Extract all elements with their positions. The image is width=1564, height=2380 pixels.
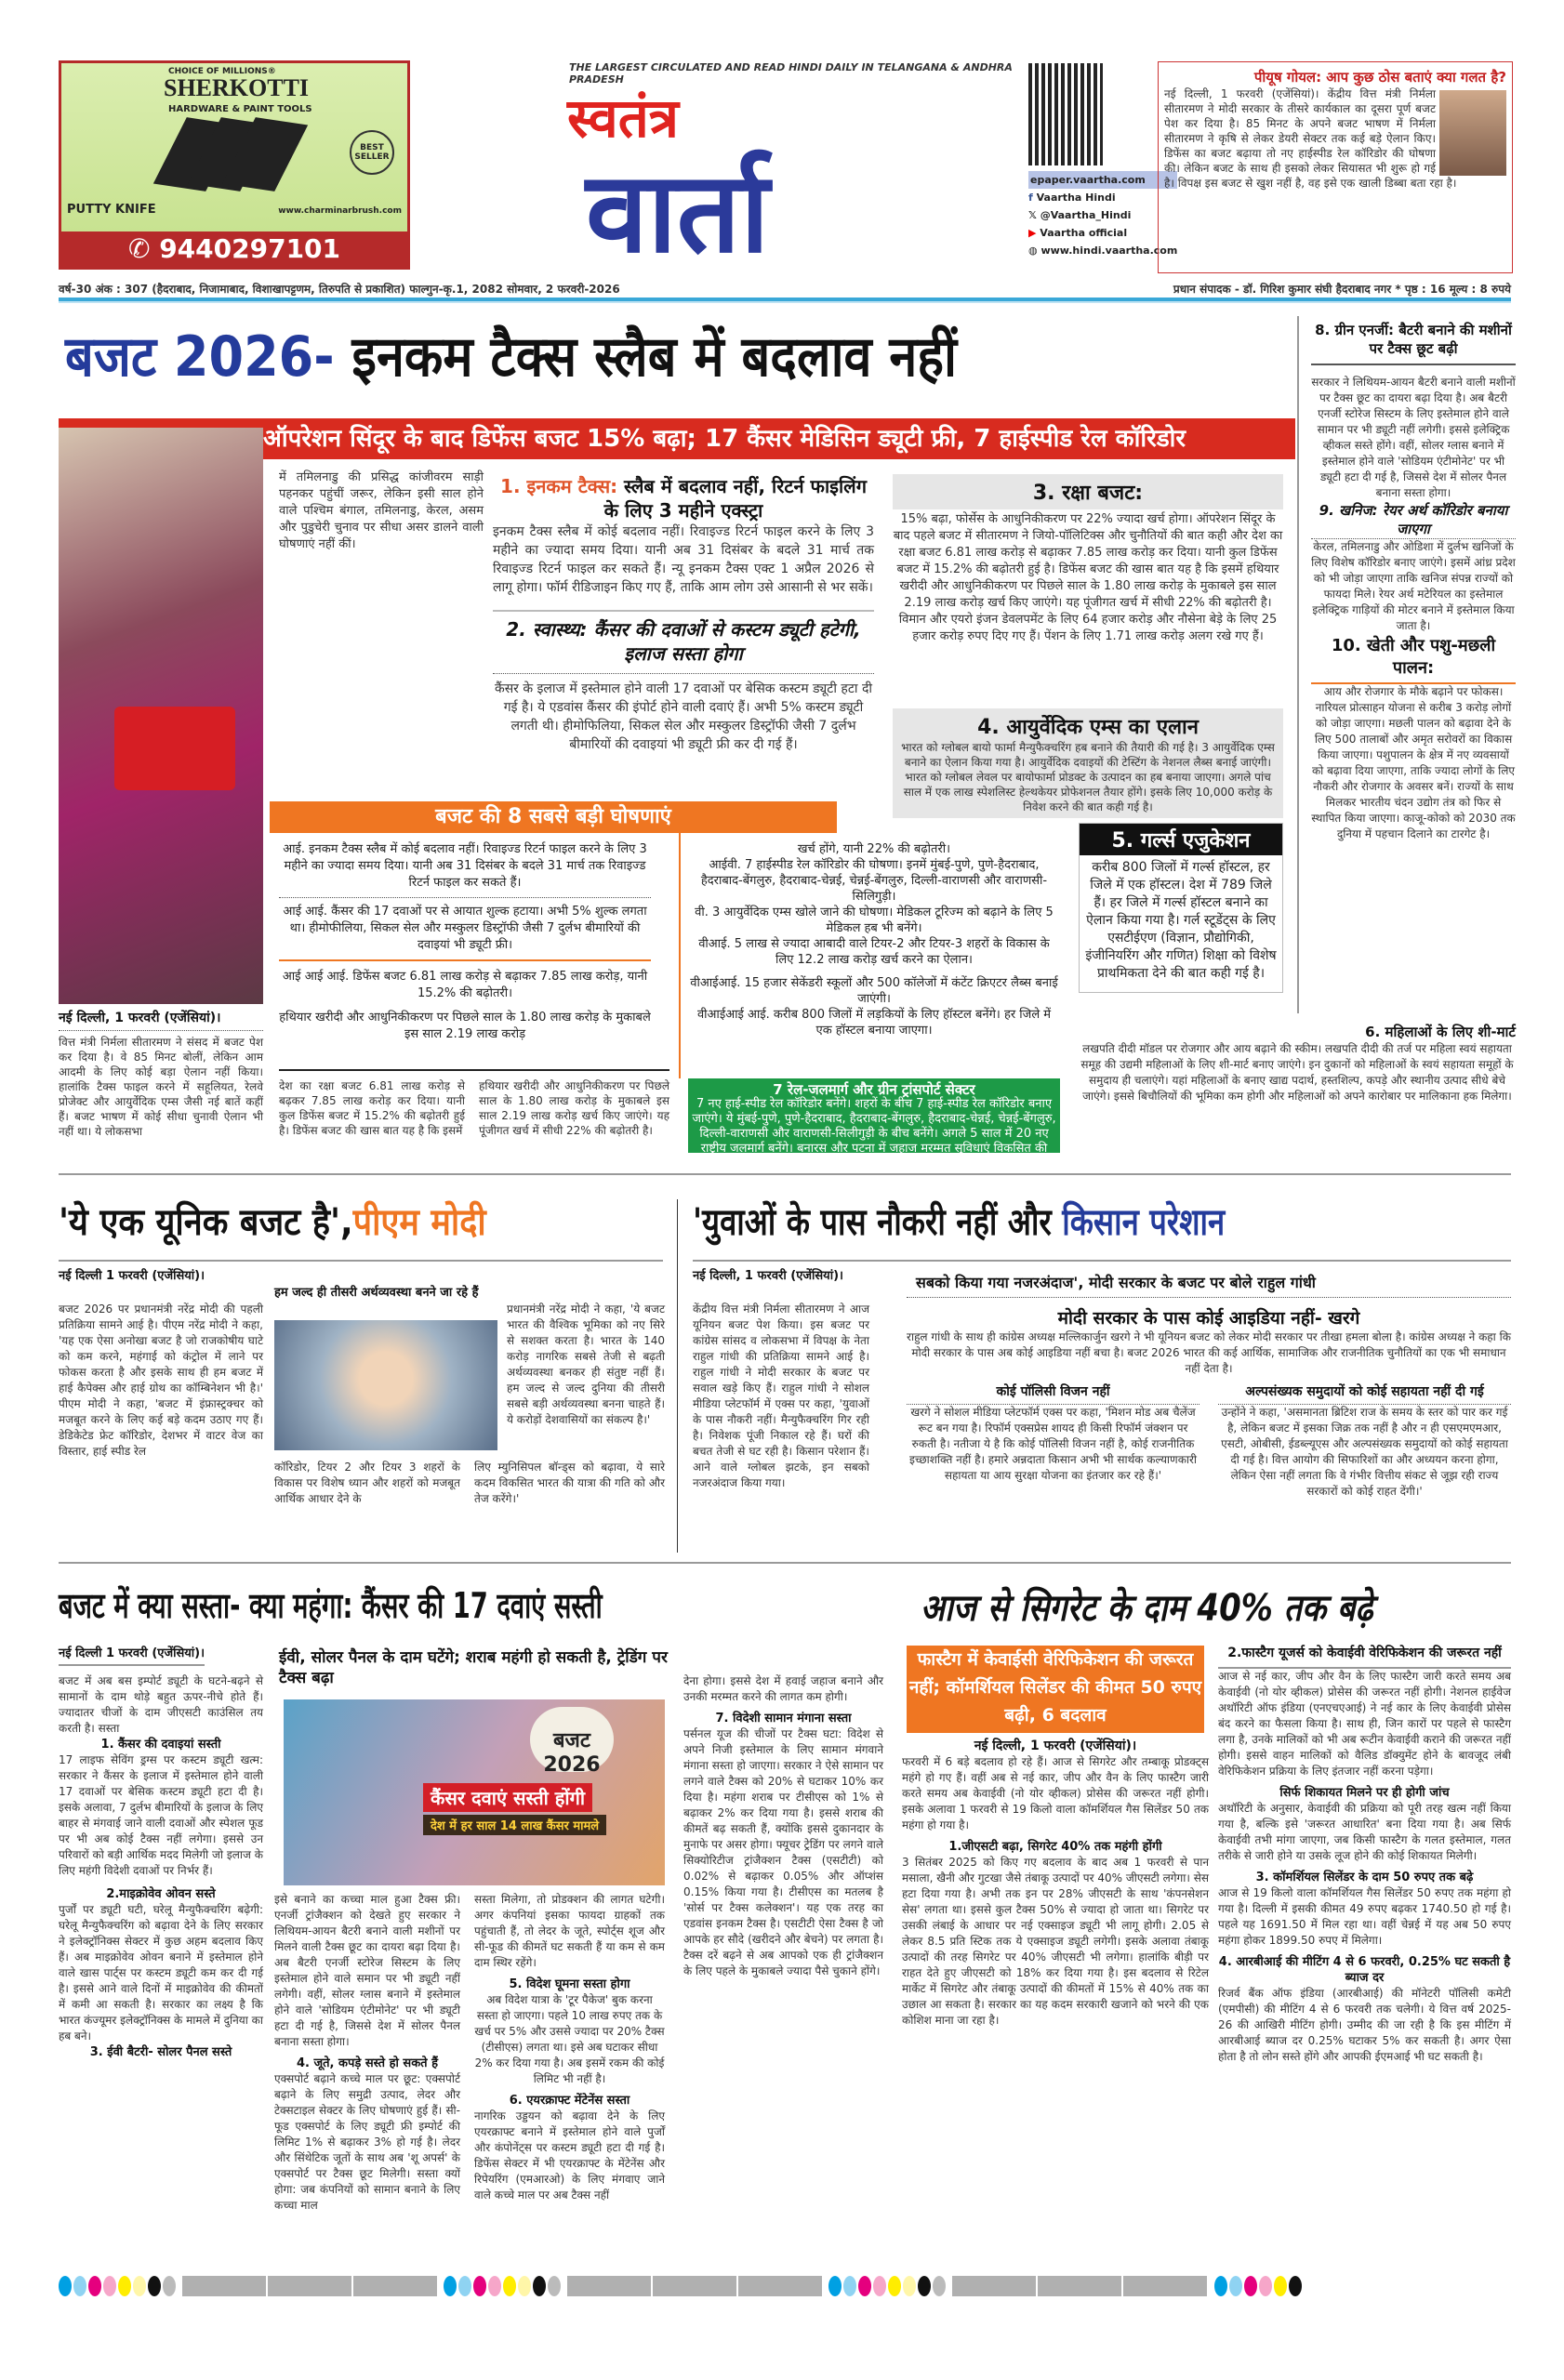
top8-item: वीआईआई आई. करीब 800 जिलों में लड़कियों के लिए हॉस्टल बनेंगे। हर जिले में एक हॉस्टल बनाया जाएगा। xyxy=(696,1008,1052,1038)
ad-brand: SHERKOTTI xyxy=(164,74,310,101)
top8-item: हथियार खरीदी और आधुनिकीकरण पर पिछले साल के 1.80 लाख करोड़ के मुकाबले इस साल 2.19 लाख करोड़ xyxy=(279,1011,651,1041)
fastag-story xyxy=(1218,1646,1511,2065)
divider xyxy=(59,1260,663,1262)
top8-item: आई आई. कैंसर की 17 दवाओं पर से आयात शुल्क हटाया। अभी 5% शुल्क लगता था। हीमोफीलिया, सिकल सेल और मस्कुलर डिस्ट्रॉफी जैसी 7 दुर्लभ बीमारियों की दवाइयां भी ड्यूटी फ्री। xyxy=(279,904,651,961)
top8-item: आईवी. 7 हाईस्पीड रेल कॉरिडोर की घोषणा। इनमें मुंबई-पुणे, पुणे-हैदराबाद, हैदराबाद-बेंगलुरु, हैदराबाद-चेन्नई, चेन्नई-बेंगलुरु, दिल्ली-वाराणसी और वाराणसी-सिलिगुड़ी। xyxy=(700,858,1048,904)
cheap-column-3 xyxy=(474,1892,665,2203)
story-body: नई दिल्ली, 1 फरवरी (एजेंसियां)। केंद्रीय वित्त मंत्री निर्मला सीतारमण ने मोदी सरकार के तीसरे कार्यकाल का दूसरा पूर्ण बजट पेश कर दिया है। 85 मिनट के अपने बजट भाषण में निर्मला सीतारमण ने कृषि से लेकर डेयरी सेक्टर तक कई बड़े ऐलान किए। डिफेंस का बजट बढ़ाया तो नए हाईस्पीड रेल कॉरिडोर की घोषणा की। लेकिन बजट के साथ ही इसको लेकर सियासत भी शुरू हो गई है। विपक्ष इस बजट से खुश नहीं है, वह इसे एक खाली डिब्बा बता रहा है। xyxy=(1164,87,1457,190)
banner-subtext: देश में हर साल 14 लाख कैंसर मामले xyxy=(423,1815,606,1835)
epaper-link[interactable]: epaper.vaartha.com xyxy=(1028,171,1177,189)
section-she-mart xyxy=(1079,1023,1516,1104)
fastag-cylinder-box: फास्टैग में केवाईसी वेरिफिकेशन की जरूरत नहीं; कॉमर्शियल सिलेंडर की कीमत 50 रुपए बढ़ी, 6 बदलाव xyxy=(907,1646,1204,1733)
subhead: 4. जूते, कपड़े सस्ते हो सकते हैं xyxy=(296,2056,439,2070)
top8-title: बजट की 8 सबसे बड़ी घोषणाएं xyxy=(270,801,837,833)
section-title: 4. आयुर्वेदिक एम्स का एलान xyxy=(977,716,1199,739)
section-divider xyxy=(59,1562,1511,1564)
story-body: लिए म्युनिसिपल बॉन्ड्स को बढ़ावा, ये सारे कदम विकसित भारत की यात्रा की गति को और तेज करेंगे।' xyxy=(474,1461,665,1505)
pm-modi-photo xyxy=(274,1320,497,1450)
subhead: 5. विदेश घूमना सस्ता होगा xyxy=(509,1977,630,1991)
column-divider xyxy=(677,1199,678,1553)
dateline: नई दिल्ली, 1 फरवरी (एजेंसियां)। xyxy=(59,1011,221,1025)
dateline: नई दिल्ली 1 फरवरी (एजेंसियां)। xyxy=(59,1644,205,1666)
section-defence xyxy=(893,474,1283,509)
story-body: पर्सनल यूज की चीजों पर टैक्स घटा: विदेश से अपने निजी इस्तेमाल के लिए सामान मंगवाने मंगाना सस्ता हो जाएगा। सरकार ने ऐसे सामान पर लगने वाले टैक्स को 20% से घटाकर 10% कर दिया है। महंगा शराब पर टीसीएस को 1% से बढ़ाकर 2% कर दिया गया है। इससे शराब की कीमतें बढ़ सकती हैं, क्योंकि इससे दुकानदार के मुनाफे पर असर होगा। फ्यूचर ट्रेडिंग पर लगने वाले सिक्योरिटीज ट्रांजैक्शन टैक्स (एसटीटी) को 0.02% से बढ़ाकर 0.05% और ऑप्शंस 0.15% किया गया है। टीसीएस का मतलब है 'सोर्स पर टैक्स कलेक्शन'। यह एक तरह का एडवांस इनकम टैक्स है। एसटीटी ऐसा टैक्स है जो आपके हर सौदे (खरीदने और बेचने) पर लगता है। टैक्स दरें बढ़ने से अब आपको एक ही ट्रांजैक्शन के लिए पहले के मुकाबले ज्यादा पैसे चुकाने होंगे। xyxy=(683,1727,883,1977)
cheap-column-4 xyxy=(683,1673,883,1979)
print-color-registration-bar xyxy=(59,2276,1511,2300)
subhead: कोई पॉलिसी विजन नहीं xyxy=(907,1382,1200,1405)
banner-text: कैंसर दवाएं सस्ती होंगी xyxy=(423,1783,592,1812)
rahul-headline xyxy=(693,1195,1225,1246)
editor-price-info: प्रधान संपादक - डॉ. गिरिश कुमार संघी हैदराबाद नगर * पृष्ठ : 16 मूल्य : 8 रुपये xyxy=(1173,283,1511,296)
lead-headline-highlight: बजट 2026- xyxy=(65,324,335,390)
headline-quote: 'ये एक यूनिक बजट है', xyxy=(59,1201,353,1244)
story-body: अथॉरिटी के अनुसार, केवाईवी की प्रक्रिया को पूरी तरह खत्म नहीं किया गया है, बल्कि इसे 'जरूरत आधारित' बना दिया गया है। अब सिर्फ केवाईवी तभी मांगा जाएगा, जब किसी फास्टैग के गलत इस्तेमाल, गलत तरीके से जारी होने या उसके लूज होने की कोई शिकायत मिलेगी। xyxy=(1218,1802,1511,1862)
youtube-link[interactable] xyxy=(1028,224,1177,242)
story-body: आज से नई कार, जीप और वैन के लिए फास्टैग जारी करते समय अब केवाईवी (नो योर व्हीकल) प्रोसेस की जरूरत नहीं होगी। नेशनल हाईवेज अथॉरिटी ऑफ इंडिया (एनएचएआई) ने नई कार के लिए केवाईवी प्रोसेस बंद करने का फैसला किया है। साथ ही, जिन कारों पर पहले से फास्टैग लगा है, उनके मालिकों को भी अब रूटीन केवाईवी कराने की जरूरत नहीं होगी। इससे वाहन मालिकों को वैलिड डॉक्युमेंट होने के बावजूद लंबी वेरिफिकेशन प्रक्रिया के लिए इंतजार नहीं करना पड़ेगा। xyxy=(1218,1670,1511,1778)
masthead-name-top: स्वतंत्र xyxy=(567,86,679,150)
story-body: 17 लाइफ सेविंग ड्रग्स पर कस्टम ड्यूटी खत्म: सरकार ने कैंसर के इलाज में इस्तेमाल होने वाली 17 दवाओं पर बेसिक कस्टम ड्यूटी हटा दी है। इसके अलावा, 7 दुर्लभ बीमारियों के इलाज के लिए बाहर से मंगवाई जाने वाली दवाओं और स्पेशल फूड पर भी अब कोई टैक्स नहीं लगेगा। इससे उन परिवारों को बड़ी आर्थिक मदद मिलेगी जो इलाज के लिए महंगी विदेशी दवाओं पर निर्भर हैं। xyxy=(59,1753,263,1877)
dateline: नई दिल्ली, 1 फरवरी (एजेंसियां)। xyxy=(693,1269,843,1283)
subhead: 1.जीएसटी बढ़ा, सिगरेट 40% तक महंगी होंगी xyxy=(948,1840,1162,1854)
story-body: राहुल गांधी के साथ ही कांग्रेस अध्यक्ष मल्लिकार्जुन खरगे ने भी यूनियन बजट को लेकर मोदी सरकार पर तीखा हमला बोला है। कांग्रेस अध्यक्ष ने कहा कि मोदी सरकार के पास अब कोई आइडिया नहीं बचा है। बजट 2026 भारत की कई आर्थिक, सामाजिक और राजनीतिक चुनौतियों का एक भी समाधान नहीं देता है। xyxy=(907,1330,1511,1375)
cigarette-story xyxy=(902,1739,1209,2029)
lead-banner: ऑपरेशन सिंदूर के बाद डिफेंस बजट 15% बढ़ा; 17 कैंसर मेडिसिन ड्यूटी फ्री, 7 हाईस्पीड रेल कॉरिडोर xyxy=(59,418,1295,459)
top8-item: खर्च होंगे, यानी 22% की बढ़ोतरी। xyxy=(797,842,951,856)
piyush-goyal-photo xyxy=(1439,90,1506,176)
story-body: पुर्जों पर ड्यूटी घटी, घरेलू मैन्युफैक्चरिंग बढ़ेगी: घरेलू मैन्युफैक्चरिंग को बढ़ावा देने के लिए सरकार ने इलेक्ट्रॉनिक्स सेक्टर में कुछ अहम बदलाव किए हैं। अब माइक्रोवेव ओवन बनाने में इस्तेमाल होने वाले खास पार्ट्स पर कस्टम ड्यूटी कम कर दी गई है। इससे आने वाले दिनों में माइक्रोवेव की कीमतों में कमी आ सकती है। सरकार का लक्ष्य है कि भारत कंज्यूमर इलेक्ट्रॉनिक्स के मामले में दुनिया का हब बने। xyxy=(59,1903,263,2043)
cigarette-price-headline: आज से सिगरेट के दाम 40% तक बढ़े xyxy=(921,1587,1373,1630)
subhead: सिर्फ शिकायत मिलने पर ही होगी जांच xyxy=(1279,1786,1450,1800)
dateline: नई दिल्ली, 1 फरवरी (एजेंसियां)। xyxy=(974,1739,1137,1753)
website-link[interactable] xyxy=(1028,242,1177,259)
section-body: इनकम टैक्स स्लैब में कोई बदलाव नहीं। रिवाइज्ड रिटर्न फाइल करने के लिए 3 महीने का ज्यादा समय दिया। यानी अब 31 दिसंबर के बदले 31 मार्च तक रिवाइज्ड रिटर्न फाइल कर सकते हैं। न्यू इनकम टैक्स एक्ट 1 अप्रैल 2026 से लागू होगा। फॉर्म रीडिजाइन किए गए हैं, ताकि आम लोग उसे आसानी से भर सकें। xyxy=(493,524,874,595)
section-body: सरकार ने लिथियम-आयन बैटरी बनाने वाली मशीनों पर टैक्स छूट का दायरा बढ़ा दिया है। अब बैटरी एनर्जी स्टोरेज सिस्टम के लिए इस्तेमाल होने वाले सामान पर भी ड्यूटी नहीं लगेगी। इससे इलेक्ट्रिक व्हीकल सस्ते होंगे। वहीं, सोलर ग्लास बनाने में इस्तेमाल होने वाले 'सोडियम एंटीमोनेट' पर भी ड्यूटी हटा दी गई है, जिससे देश में सोलर पैनल बनाना सस्ता होगा। xyxy=(1311,364,1516,501)
x-handle: @Vaartha_Hindi xyxy=(1040,209,1132,221)
right-column xyxy=(1311,321,1516,842)
top8-left-list xyxy=(279,841,651,1043)
headline-highlight: किसान परेशान xyxy=(1062,1201,1226,1244)
modi-headline xyxy=(59,1195,486,1246)
story-headline: मोदी सरकार के पास कोई आइडिया नहीं- खरगे xyxy=(1057,1308,1360,1329)
section-girls-education xyxy=(1079,823,1283,993)
finance-minister-photo xyxy=(59,428,263,1004)
section-ayurvedic xyxy=(893,708,1283,818)
story-body: उन्होंने ने कहा, 'असमानता ब्रिटिश राज के समय के स्तर को पार कर गई है, लेकिन बजट में इसका जिक्र तक नहीं है और न ही एसएमएमआर, एसटी, ओबीसी, ईडब्ल्यूएस और अल्पसंख्यक समुदायों को कोई सहायता दी गई है। वित्त आयोग की सिफारिशों का और अध्ययन करना होगा, लेकिन ऐसा नहीं लगता कि वे गंभीर वित्तीय संकट से जूझ रही राज्य सरकारों को कोई राहत देंगी।' xyxy=(1221,1406,1508,1498)
lead-headline xyxy=(65,316,957,392)
top8-item: आई. इनकम टैक्स स्लैब में कोई बदलाव नहीं। रिवाइज्ड रिटर्न फाइल करने के लिए 3 महीने का ज्यादा समय दिया। यानी अब 31 दिसंबर के बदले 31 मार्च तक रिवाइज्ड रिटर्न फाइल कर सकते हैं। xyxy=(279,841,651,898)
story-headline: पीयूष गोयल: आप कुछ ठोस बताएं क्या गलत है? xyxy=(1253,69,1506,86)
kicker: सबको किया गया नजरअंदाज', मोदी सरकार के बजट पर बोले राहुल गांधी xyxy=(916,1274,1316,1291)
budget-logo: बजट 2026 xyxy=(530,1707,614,1772)
section-body: करीब 800 जिलों में गर्ल्स हॉस्टल, हर जिले में एक हॉस्टल। देश में 789 जिले हैं। हर जिले में गर्ल्स हॉस्टल बनाने का ऐलान किया गया है। गर्ल स्टूडेंट्स के लिए एसटीईएण (विज्ञान, प्रौद्योगिकी, इंजीनियरिंग और गणित) शिक्षा को विशेष प्राथमिकता देने की बात कही गई है। xyxy=(1085,860,1277,981)
section-title: 7 रेल-जलमार्ग और ग्रीन ट्रांसपोर्ट सेक्टर xyxy=(773,1081,975,1098)
story-body: बजट 2026 पर प्रधानमंत्री नरेंद्र मोदी की पहली प्रतिक्रिया सामने आई है। पीएम नरेंद्र मोदी ने कहा, 'यह एक ऐसा अनोखा बजट है जो राजकोषीय घाटे को कम करने, महंगाई को कंट्रोल में लाने पर फोकस करता है और इसके साथ ही हम बजट में हाई कैपेक्स और हाई ग्रोथ का कॉम्बिनेशन भी है।' पीएम मोदी ने कहा, 'बजट में इंफ्रास्ट्रक्चर को मजबूत करने के लिए कई बड़े कदम उठाए गए हैं। डेडिकेटेड फ्रेट कॉरिडोर, देशभर में वाटर वेज का विस्तार, हाई स्पीड रेल xyxy=(59,1302,263,1458)
youtube-handle: Vaartha official xyxy=(1040,227,1128,239)
x-icon: 𝕏 xyxy=(1028,209,1040,221)
best-seller-badge: BEST SELLER xyxy=(350,130,394,175)
ad-website: www.charminarbrush.com xyxy=(278,206,402,216)
lead-intro-body: वित्त मंत्री निर्मला सीतारमण ने संसद में बजट पेश कर दिया है। वे 85 मिनट बोलीं, लेकिन आम आदमी के लिए कोई बड़ा ऐलान नहीं किया। हालांकि टैक्स फाइल करने में सहूलियत, रेलवे प्रोजेक्ट और आयुर्वेदिक एम्स जैसी नई बातें कहीं हैं। बजट भाषण में कोई सीधा चुनावी ऐलान भी नहीं था। ये लोकसभा xyxy=(59,1030,263,1139)
budget-folder-image xyxy=(114,707,235,790)
lead-headline-rest: इनकम टैक्स स्लैब में बदलाव नहीं xyxy=(334,324,958,390)
subhead: 6. एयरक्राफ्ट मेंटेनेंस सस्ता xyxy=(509,2094,630,2108)
section-title: 6. महिलाओं के लिए शी-मार्ट xyxy=(1365,1024,1516,1040)
story-body: खरगे ने सोशल मीडिया प्लेटफॉर्म एक्स पर कहा, 'मिशन मोड अब चैलेंज रूट बन गया है। रिफॉर्म एक्सप्रेस शायद ही किसी रिफॉर्म जंक्शन पर रुकती है। नतीजा ये है कि कोई पॉलिसी विजन नहीं है, कोई राजनीतिक इच्छाशक्ति नहीं है। हमारे अन्नदाता किसान अभी भी सार्थक कल्याणकारी सहायता या आय सुरक्षा योजना का इंतजार कर रहे हैं।' xyxy=(908,1406,1198,1482)
defence-continued: देश का रक्षा बजट 6.81 लाख करोड़ से बढ़कर 7.85 लाख करोड़ कर दिया। यानी कुल डिफेंस बजट में 15.2% की बढ़ोतरी हुई है। डिफेंस बजट की खास बात यह है कि इसमें xyxy=(279,1079,465,1137)
qr-code[interactable] xyxy=(1028,63,1103,165)
dateline: नई दिल्ली 1 फरवरी (एजेंसियां)। xyxy=(59,1269,205,1283)
ad-phone: ✆ 9440297101 xyxy=(61,231,407,267)
ad-phone-number: 9440297101 xyxy=(159,233,341,264)
masthead-divider xyxy=(59,298,1511,303)
issue-info: वर्ष-30 अंक : 307 (हैदराबाद, निजामाबाद, विशाखापट्टणम, तिरुपति से प्रकाशित) फाल्गुन-कृ.1, 2082 सोमवार, 2 फरवरी-2026 xyxy=(59,283,620,296)
top8-item: वीआई. 5 लाख से ज्यादा आबादी वाले टियर-2 और टियर-3 शहरों के विकास के लिए 12.2 लाख करोड़ खर्च करने का ऐलान। xyxy=(698,937,1050,967)
lead-intro xyxy=(59,1009,263,1139)
story-body: बजट में अब बस इम्पोर्ट ड्यूटी के घटने-बढ़ने से सामानों के दाम थोड़े बहुत ऊपर-नीचे होते हैं। ज्यादातर चीजों के दाम जीएसटी काउंसिल तय करती है। सस्ता xyxy=(59,1674,263,1735)
divider xyxy=(693,1260,1511,1262)
facebook-icon: f xyxy=(1028,192,1037,204)
section-title-highlight: 1. इनकम टैक्स: xyxy=(500,475,618,497)
section-body: आय और रोजगार के मौके बढ़ाने पर फोकस। नारियल प्रोत्साहन योजना से करीब 3 करोड़ लोगों को जोड़ा जाएगा। मछली पालन को बढ़ावा देने के लिए 500 तालाबों और अमृत सरोवरों का विकास किया जाएगा। पशुपालन के क्षेत्र में नए व्यवसायों को बढ़ावा दिया जाएगा, ताकि ज्यादा लोगों के लिए नौकरी और रोजगार के अवसर बनें। राज्यों के साथ मिलकर भारतीय चंदन उद्योग तंत्र को फिर से स्थापित किया जाएगा। काजू-कोको को 2030 तक दुनिया में पहचान दिलाने का टारगेट है। xyxy=(1311,685,1516,840)
kicker: ईवी, सोलर पैनल के दाम घटेंगे; शराब महंगी हो सकती है, ट्रेडिंग पर टैक्स बढ़ा xyxy=(279,1648,668,1687)
ad-choice-text: CHOICE OF MILLIONS® xyxy=(168,67,276,76)
ad-subtitle: HARDWARE & PAINT TOOLS xyxy=(168,104,312,114)
rail-waterway-box xyxy=(688,1078,1060,1170)
defence-continued: हथियार खरीदी और आधुनिकीकरण पर पिछले साल के 1.80 लाख करोड़ के मुकाबले इस साल 2.19 लाख करोड़ खर्च किए जाएंगे। यह पूंजीगत खर्च में सीधी 22% की बढ़ोतरी है। xyxy=(479,1079,669,1137)
story-body: प्रधानमंत्री नरेंद्र मोदी ने कहा, 'ये बजट भारत की वैश्विक भूमिका को नए सिरे से सशक्त करता है। भारत के 140 करोड़ नागरिक सबसे तेजी से बढ़ती अर्थव्यवस्था बनकर ही संतुष्ट नहीं हैं। हम जल्द से जल्द दुनिया की तीसरी सबसे बड़ी अर्थव्यवस्था बनना चाहते हैं। ये करोड़ों देशवासियों का संकल्प है।' xyxy=(507,1302,665,1426)
section-body: केरल, तमिलनाडु और ओडिशा में दुर्लभ खनिजों के लिए विशेष कॉरिडोर बनाए जाएंगे। इसमें आंध्र प्रदेश को भी जोड़ा जाएगा ताकि खनिज संपन्न राज्यों को फायदा मिले। रेयर अर्थ मटेरियल का इस्तेमाल इलेक्ट्रिक गाड़ियों की मोटर बनाने में इस्तेमाल किया जाता है। xyxy=(1311,540,1516,632)
cheap-column-1 xyxy=(59,1673,263,2060)
top8-right-list xyxy=(688,841,1060,1038)
story-body: इसे बनाने का कच्चा माल हुआ टैक्स फ्री। एनर्जी ट्रांजैक्शन को देखते हुए सरकार ने लिथियम-आयन बैटरी बनाने वाली मशीनों पर मिलने वाली टैक्स छूट का दायरा बढ़ा दिया है। अब बैटरी एनर्जी स्टोरेज सिस्टम के लिए इस्तेमाल होने वाले समान पर भी ड्यूटी नहीं लगेगी। वहीं, सोलर ग्लास बनाने में इस्तेमाल होने वाले 'सोडियम एंटीमोनेट' पर भी ड्यूटी हटा दी गई है, जिससे देश में सोलर पैनल बनाना सस्ता होगा। xyxy=(274,1893,460,2048)
ad-product: PUTTY KNIFE xyxy=(67,203,156,217)
section-title: 9. खनिज: रेयर अर्थ कॉरिडोर बनाया जाएगा xyxy=(1319,502,1508,537)
section-body: भारत को ग्लोबल बायो फार्मा मैन्युफैक्चरिंग हब बनाने की तैयारी की गई है। 3 आयुर्वेदिक एम्स बनाने का ऐलान किया गया है। आयुर्वेदिक दवाइयों की टेस्टिंग के नेशनल लैब्स बनाई जाएंगी। भारत को ग्लोबल लेवल पर बायोफार्मा प्रोडक्ट के उत्पादन का हब बनाया जाएगा। अगले पांच साल में एक लाख स्पेशलिस्ट हेल्थकेयर प्रोफेशनल तैयार होंगे। इसके लिए 10,000 करोड़ के निवेश करने की बात कही गई है। xyxy=(901,741,1275,813)
column-divider xyxy=(1297,316,1299,1013)
story-body: एक्सपोर्ट बढ़ाने कच्चे माल पर छूट: एक्सपोर्ट बढ़ाने के लिए समुद्री उत्पाद, लेदर और टेक्सटाइल सेक्टर के लिए घोषणाएं हुई हैं। सी-फूड एक्सपोर्ट के लिए ड्यूटी फ्री इम्पोर्ट की लिमिट 1% से बढ़ाकर 3% हो गई है। लेदर और सिंथेटिक जूतों के साथ अब 'शू अपर्स' के एक्सपोर्ट पर टैक्स छूट मिलेगी। सस्ता क्यों होगा: जब कंपनियों को सामान बनाने के लिए कच्चा माल xyxy=(274,2072,460,2212)
story-body: केंद्रीय वित्त मंत्री निर्मला सीतारमण ने आज यूनियन बजट पेश किया। इस बजट पर कांग्रेस सांसद व लोकसभा में विपक्ष के नेता राहुल गांधी की प्रतिक्रिया सामने आई है। राहुल गांधी ने मोदी सरकार के बजट पर सवाल खड़े किए हैं। राहुल गांधी ने सोशल मीडिया प्लेटफॉर्म में एक्स पर कहा, 'युवाओं के पास नौकरी नहीं। मैन्युफैक्चरिंग गिर रही है। निवेशक पूंजी निकाल रहे हैं। घरों की बचत तेजी से घट रही है। किसान परेशान हैं। आने वाले ग्लोबल झटके, इन सबको नजरअंदाज किया गया। xyxy=(693,1302,869,1489)
headline-quote: 'युवाओं के पास नौकरी नहीं और xyxy=(693,1201,1063,1244)
story-body: देना होगा। इससे देश में हवाई जहाज बनाने और उनकी मरम्मत करने की लागत कम होगी। xyxy=(683,1674,883,1703)
subhead: 2.माइक्रोवेव ओवन सस्ते xyxy=(106,1887,216,1901)
website-url: www.hindi.vaartha.com xyxy=(1040,245,1178,257)
kharge-story xyxy=(907,1297,1511,1500)
masthead-name-main: वार्ता xyxy=(586,149,770,278)
lead-side-note: में तमिलनाडु की प्रसिद्ध कांजीवरम साड़ी पहनकर पहुंचीं जरूर, लेकिन इसी साल होने वाले पश्चिम बंगाल, तमिलनाडु, केरल, असम और पुडुचेरी चुनाव पर सीधा असर डालने वाली घोषणाएं नहीं कीं। xyxy=(279,470,484,551)
section-body: 15% बढ़ा, फोर्सेस के आधुनिकीकरण पर 22% ज्यादा खर्च होगा। ऑपरेशन सिंदूर के बाद पहले बजट में सीतारमण ने जियो-पॉलिटिक्स और चुनौतियों की बात कही और देश का रक्षा बजट 6.81 लाख करोड़ से बढ़ाकर 7.85 लाख करोड़ कर दिया। यानी कुल डिफेंस बजट में 15.2% की बढ़ोतरी हुई है। डिफेंस बजट की खास बात यह है कि इसमें हथियार खरीदी और आधुनिकीकरण पर पिछले साल के 1.80 लाख करोड़ के मुकाबले इस साल 2.19 लाख करोड़ खर्च किए जाएंगे। यह पूंजीगत खर्च में सीधी 22% की बढ़ोतरी है। विमान और एयरो इंजन डेवलपमेंट के लिए 64 हजार करोड़ और नौसेना बेड़े के लिए 25 हजार करोड़ रुपए दिए गए हैं। पेंशन के लिए 1.71 लाख करोड़ अलग रखे गए हैं। xyxy=(893,512,1283,643)
story-body: नागरिक उड्डयन को बढ़ावा देने के लिए एयरक्राफ्ट बनाने में इस्तेमाल होने वाले पुर्जों और कंपोनेंट्स पर कस्टम ड्यूटी हटा दी गई है। डिफेंस सेक्टर में भी एयरक्राफ्ट के मेंटेनेंस और रिपेयरिंग (एमआरओ) के लिए मंगवाए जाने वाले कच्चे माल पर अब टैक्स नहीं xyxy=(474,2109,665,2202)
masthead-tagline: THE LARGEST CIRCULATED AND READ HINDI DAILY IN TELANGANA & ANDHRA PRADESH xyxy=(569,61,1013,86)
story-body: आज से 19 किलो वाला कॉमर्शियल गैस सिलेंडर 50 रुपए तक महंगा हो गया है। दिल्ली में इसकी कीमत 49 रुपए बढ़कर 1740.50 हो गई है। पहले यह 1691.50 में मिल रहा था। वहीं चेन्नई में यह अब 50 रुपए महंगा होकर 1899.50 रुपए में मिलेगा। xyxy=(1218,1886,1511,1947)
subhead: 3. ईवी बैटरी- सोलर पैनल सस्ते xyxy=(89,2045,232,2059)
social-links xyxy=(1028,171,1177,259)
top8-item: वी. 3 आयुर्वेदिक एम्स खोले जाने की घोषणा। मेडिकल टूरिज्म को बढ़ाने के लिए 5 मेडिकल हब भी बनेंगे। xyxy=(695,906,1054,935)
divider xyxy=(279,1069,669,1071)
youtube-icon: ▶ xyxy=(1028,227,1040,239)
facebook-handle: Vaartha Hindi xyxy=(1036,192,1116,204)
section-title: 3. रक्षा बजट: xyxy=(1032,482,1144,505)
sherkotti-advertisement[interactable] xyxy=(59,60,410,270)
budget-cheap-costly-headline: बजट में क्या सस्ता- क्या महंगा: कैंसर की 17 दवाएं सस्ती xyxy=(59,1585,603,1626)
section-title: 2. स्वास्थ्य: कैंसर की दवाओं से कस्टम ड्यूटी हटेगी, इलाज सस्ता होगा xyxy=(493,610,874,666)
story-body: 3 सितंबर 2025 को किए गए बदलाव के बाद अब 1 फरवरी से पान मसाला, खैनी और गुटखा जैसे तंबाकू उत्पादों पर 40% जीएसटी लगेगा। सेस हटा दिया गया है। अभी तक इन पर 28% जीएसटी के साथ 'कंपनसेशन सेस' लगता था। इससे कुल टैक्स 50% से ज्यादा हो जाता था। सिगरेट पर उसकी लंबाई के आधार पर नई एक्साइज ड्यूटी भी लागू होगी। 2.05 से लेकर 8.5 प्रति स्टिक तक ये एक्साइज ड्यूटी लगेगी। इसके अलावा तंबाकू उत्पादों की तरह सिगरेट पर 40% जीएसटी भी लगेगा। हालांकि बीड़ी पर राहत देते हुए जीएसटी को 18% कर दिया गया है। इस बदलाव से रिटेल मार्केट में सिगरेट और तंबाकू उत्पादों की कीमतों में 15% से 40% तक का उछाल आ सकता है। सरकार का यह कदम सरकारी खजाने को भरने की एक कोशिश माना जा रहा है। xyxy=(902,1856,1209,2027)
subhead: 7. विदेशी सामान मंगाना सस्ता xyxy=(715,1712,852,1726)
cheap-column-2 xyxy=(274,1892,460,2214)
section-title: 8. ग्रीन एनर्जी: बैटरी बनाने की मशीनों पर टैक्स छूट बढ़ी xyxy=(1315,322,1512,357)
section-body: लखपति दीदी मॉडल पर रोजगार और आय बढ़ाने की स्कीम। लखपति दीदी की तर्ज पर महिला स्वयं सहायता समूह की उद्यमी महिलाओं के लिए शी-मार्ट बनाए जाएंगे। इन दुकानों को महिलाओं के स्वयं सहायता समूहों के समुदाय ही चलाएंगे। यहां महिलाओं के बनाए खाद्य पदार्थ, हस्तशिल्प, कपड़े और स्थानीय उत्पाद सीधे बेचे जाएंगे। इससे बिचौलियों की भूमिका कम होगी और महिलाओं को अपने कारोबार पर मालिकाना हक मिलेगा। xyxy=(1080,1042,1514,1103)
x-link[interactable] xyxy=(1028,206,1177,224)
section-divider xyxy=(59,1173,1511,1175)
cancer-medicine-banner-image xyxy=(284,1699,665,1885)
section-title: 5. गर्ल्स एजुकेशन xyxy=(1080,824,1282,855)
top8-item: आई आई आई. डिफेंस बजट 6.81 लाख करोड़ से बढ़ाकर 7.85 लाख करोड़, यानी 15.2% की बढ़ोतरी। xyxy=(282,970,648,1000)
headline-speaker: पीएम मोदी xyxy=(352,1201,486,1244)
subhead: हम जल्द ही तीसरी अर्थव्यवस्था बनने जा रहे हैं xyxy=(274,1286,479,1300)
section-body: 7 नए हाई-स्पीड रेल कॉरिडोर बनेंगे। शहरों के बीच 7 हाई-स्पीड रेल कॉरिडोर बनाए जाएंगे। ये मुंबई-पुणे, पुणे-हैदराबाद, हैदराबाद-बेंगलुरु, हैदराबाद-चेन्नई, चेन्नई-बेंगलुरु, दिल्ली-वाराणसी और वाराणसी-सिलीगुड़ी के बीच बनेंगे। अगले 5 साल में 20 नए राष्ट्रीय जलमार्ग बनेंगे। बनारस और पटना में जहाज मरम्मत सुविधाएं विकसित की जाएंगी। xyxy=(692,1097,1056,1170)
story-body: अब विदेश यात्रा के 'टूर पैकेज' बुक करना सस्ता हो जाएगा। पहले 10 लाख रुपए तक के खर्च पर 5% और उससे ज्यादा पर 20% टैक्स (टीसीएस) लगता था। इसे अब घटाकर सीधा 2% कर दिया गया है। अब इसमें रकम की कोई लिमिट भी नहीं है। xyxy=(474,1993,665,2085)
subhead: अल्पसंख्यक समुदायों को कोई सहायता नहीं दी गई xyxy=(1218,1382,1511,1405)
subhead: 3. कॉमर्शियल सिलेंडर के दाम 50 रुपए तक बढ़े xyxy=(1255,1871,1474,1884)
subhead: 2.फास्टैग यूजर्स को केवाईवी वेरिफिकेशन की जरूरत नहीं xyxy=(1218,1646,1511,1669)
column-divider xyxy=(679,832,681,1078)
story-body: फरवरी में 6 बड़े बदलाव हो रहे हैं। आज से सिगरेट और तम्बाकू प्रोडक्ट्स महंगे हो गए हैं। वहीं अब से नई कार, जीप और वैन के लिए फास्टैग जारी करते समय अब केवाईवी (नो योर व्हीकल) प्रोसेस की जरूरत नहीं होगी। इसके अलावा 1 फरवरी से 19 किलो वाला कॉमर्शियल गैस सिलेंडर 50 तक महंगा हो गया है। xyxy=(902,1755,1209,1831)
story-body: कॉरिडोर, टियर 2 और टियर 3 शहरों के विकास पर विशेष ध्यान और शहरों को मजबूत आर्थिक आधार देने के xyxy=(274,1461,460,1505)
section-income-tax xyxy=(493,474,874,754)
story-body: सस्ता मिलेगा, तो प्रोडक्शन की लागत घटेगी। अगर कंपनियां इसका फायदा ग्राहकों तक पहुंचाती हैं, तो लेदर के जूते, स्पोर्ट्स शूज और सी-फूड की कीमतें घट सकती हैं या कम से कम दाम स्थिर रहेंगे। xyxy=(474,1893,665,1969)
section-body: कैंसर के इलाज में इस्तेमाल होने वाली 17 दवाओं पर बेसिक कस्टम ड्यूटी हटा दी गई है। ये एडवांस कैंसर की इंपोर्ट होने वाली दवाएं हैं। अभी 5% कस्टम ड्यूटी लगती थी। हीमोफिलिया, सिकल सेल और मस्कुलर डिस्ट्रॉफी जैसी 7 दुर्लभ बीमारियों की दवाइयां भी ड्यूटी फ्री कर दी गई हैं। xyxy=(493,673,874,754)
top8-item: वीआईआई. 15 हजार सेकेंडरी स्कूलों और 500 कॉलेजों में कंटेंट क्रिएटर लैब्स बनाई जाएंगी। xyxy=(690,976,1058,1006)
section-title: 10. खेती और पशु-मछली पालन: xyxy=(1311,634,1516,684)
globe-icon: ◍ xyxy=(1028,245,1041,257)
facebook-link[interactable] xyxy=(1028,189,1177,206)
section-title: स्लैब में बदलाव नहीं, रिटर्न फाइलिंग के लिए 3 महीने एक्स्ट्रा xyxy=(603,475,867,522)
subhead: 4. आरबीआई की मीटिंग 4 से 6 फरवरी, 0.25% घट सकती है ब्याज दर xyxy=(1218,1955,1511,1985)
story-body: रिजर्व बैंक ऑफ इंडिया (आरबीआई) की मॉनेटरी पॉलिसी कमेटी (एमपीसी) की मीटिंग 4 से 6 फरवरी तक चलेगी। ये वित्त वर्ष 2025-26 की आखिरी मीटिंग होगी। उम्मीद की जा रही है कि इस मीटिंग में आरबीआई ब्याज दर 0.25% घटाकर 5% कर सकती है। अगर ऐसा होता है तो लोन सस्ते होंगे और आपकी ईएमआई भी घट सकती है। xyxy=(1218,1987,1511,2063)
piyush-goyal-story xyxy=(1158,61,1513,273)
subhead: 1. कैंसर की दवाइयां सस्ती xyxy=(100,1738,221,1752)
